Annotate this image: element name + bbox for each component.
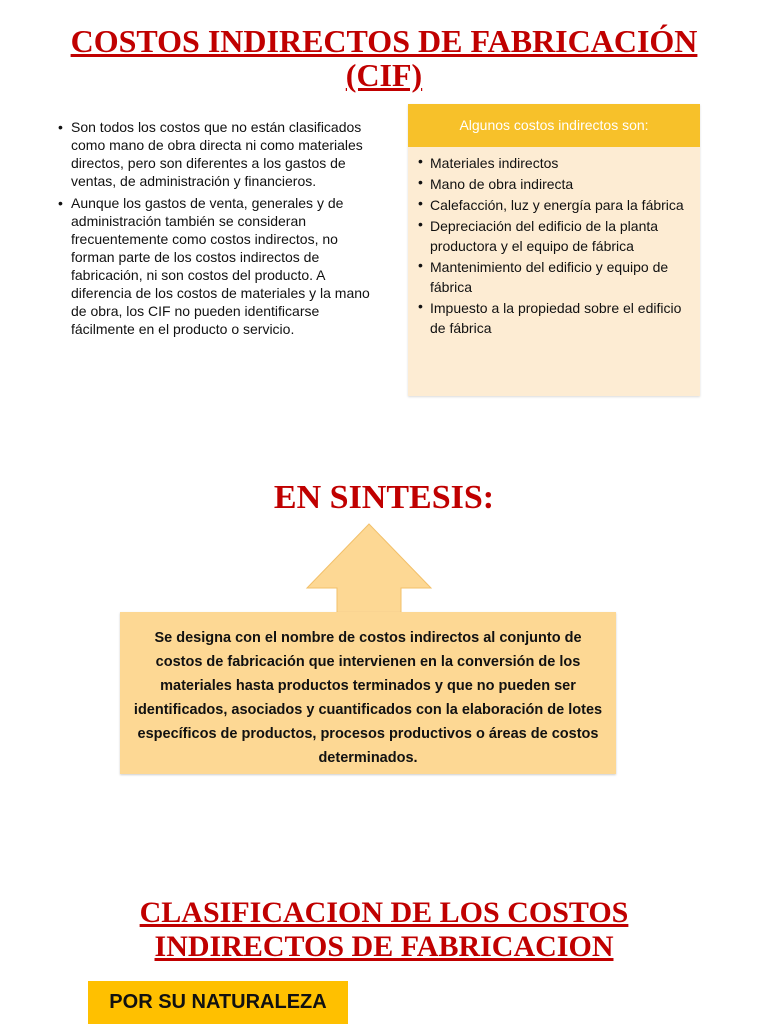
examples-box-header: Algunos costos indirectos son: xyxy=(408,104,700,147)
example-item: • Mano de obra indirecta xyxy=(418,174,690,194)
up-arrow-icon xyxy=(305,522,433,617)
indirect-costs-examples-box xyxy=(408,104,700,396)
classification-title-line-1: CLASIFICACION DE LOS COSTOS xyxy=(139,896,629,929)
examples-list xyxy=(408,147,700,338)
example-item: • Calefacción, luz y energía para la fábrica xyxy=(418,195,690,215)
definition-list xyxy=(58,118,370,342)
example-item: • Impuesto a la propiedad sobre el edificio de fábrica xyxy=(418,298,690,338)
example-item: • Depreciación del edificio de la planta productora y el equipo de fábrica xyxy=(418,216,690,256)
page-title xyxy=(0,24,768,92)
page-title-line-1: COSTOS INDIRECTOS DE FABRICACIÓN xyxy=(70,23,698,59)
definition-bullet: • Aunque los gastos de venta, generales y de administración también se consideran frecuentemente como costos indirectos, no forman parte de los costos indirectos de fabricación, ni son costos del producto. A diferencia de los costos de materiales y la mano de obra, los CIF no pueden identificarse fácilmente en el producto o servicio. xyxy=(58,194,370,338)
definition-bullet: • Son todos los costos que no están clasificados como mano de obra directa ni como materiales directos, pero son diferentes a los gastos de ventas, de administración y financieros. xyxy=(58,118,370,190)
example-item: • Mantenimiento del edificio y equipo de fábrica xyxy=(418,257,690,297)
classification-title xyxy=(0,896,768,964)
synthesis-title: EN SINTESIS: xyxy=(273,479,495,516)
page-title-line-2: (CIF) xyxy=(345,57,423,93)
synthesis-summary-box: Se designa con el nombre de costos indirectos al conjunto de costos de fabricación que intervienen en la conversión de los materiales hasta productos terminados y que no pueden ser identificados, asociados y cuantificados con la elaboración de lotes específicos de productos, procesos productivos o áreas de costos determinados. xyxy=(120,612,616,774)
classification-title-line-2: INDIRECTOS DE FABRICACION xyxy=(154,930,614,963)
example-item: • Materiales indirectos xyxy=(418,153,690,173)
by-nature-tag: POR SU NATURALEZA xyxy=(88,981,348,1024)
